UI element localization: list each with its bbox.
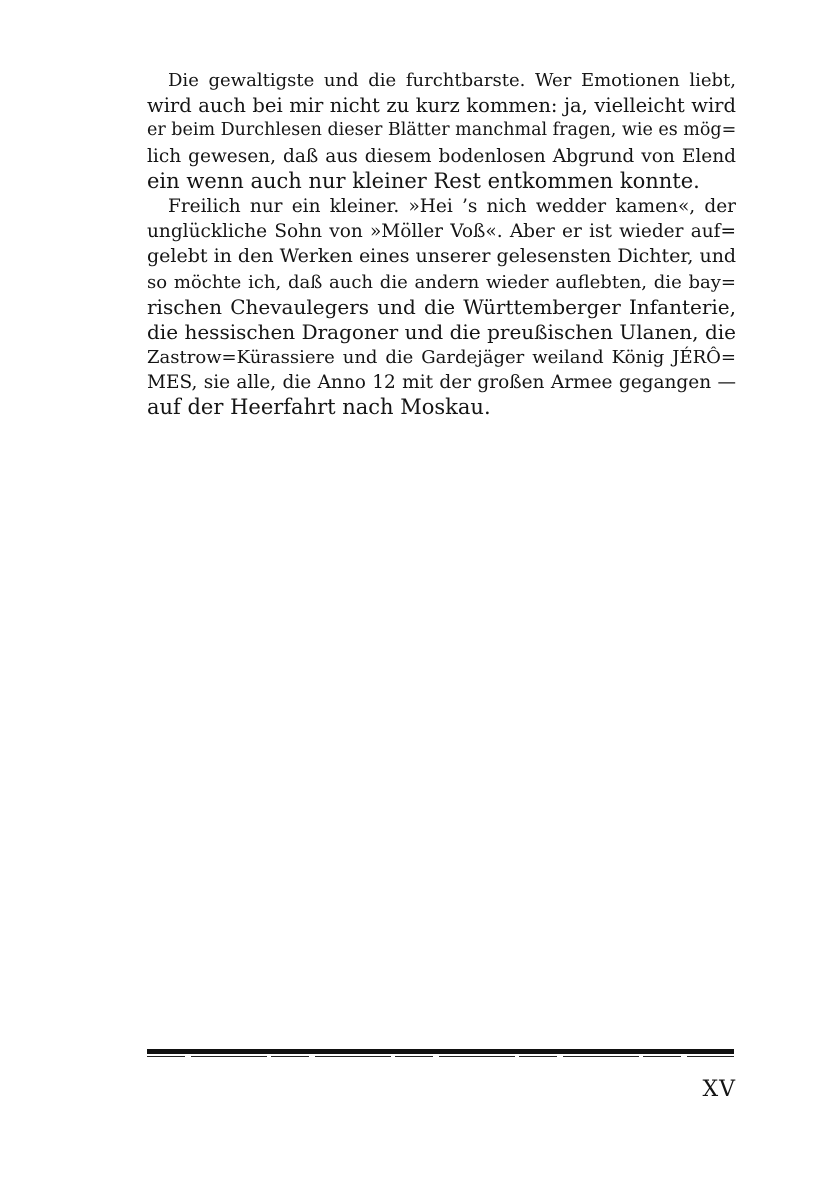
text-line: lich gewesen, daß aus diesem bodenlosen Abgrund von Elend bbox=[147, 145, 736, 167]
text-line: auf der Heerfahrt nach Moskau. bbox=[147, 395, 491, 420]
text-line: Die gewaltigste und die furchtbarste. Wer Emotionen liebt, bbox=[168, 70, 736, 91]
text-line: die hessischen Dragoner und die preußischen Ulanen, die bbox=[147, 319, 736, 344]
text-line: rischen Chevaulegers und die Württemberger Infanterie, bbox=[147, 294, 736, 319]
text-line: wird auch bei mir nicht zu kurz kommen: ja, vielleicht wird bbox=[147, 94, 736, 118]
text-line: MES, sie alle, die Anno 12 mit der großen Armee gegangen — bbox=[147, 372, 736, 394]
text-line: unglückliche Sohn von »Möller Voß«. Aber er ist wieder auf= bbox=[147, 221, 736, 243]
text-line: Freilich nur ein kleiner. »Hei ’s nich wedder kamen«, der bbox=[168, 195, 736, 217]
page-number: XV bbox=[702, 1077, 736, 1102]
paragraph-2 bbox=[147, 194, 736, 421]
footer-rule-thick bbox=[147, 1049, 734, 1054]
paragraph-1 bbox=[147, 68, 736, 194]
footer-rule bbox=[147, 1049, 734, 1059]
body-text bbox=[147, 68, 736, 421]
text-line: Zastrow=Kürassiere und die Gardejäger weiland König JÉRÔ= bbox=[147, 347, 736, 369]
text-line: er beim Durchlesen dieser Blätter manchmal fragen, wie es mög= bbox=[147, 120, 737, 141]
footer-rule-thin bbox=[147, 1056, 734, 1057]
text-line: so möchte ich, daß auch die andern wieder auflebten, die bay= bbox=[147, 271, 736, 293]
text-line: ein wenn auch nur kleiner Rest entkommen konnte. bbox=[147, 168, 700, 193]
text-line: gelebt in den Werken eines unserer gelesensten Dichter, und bbox=[147, 245, 737, 268]
